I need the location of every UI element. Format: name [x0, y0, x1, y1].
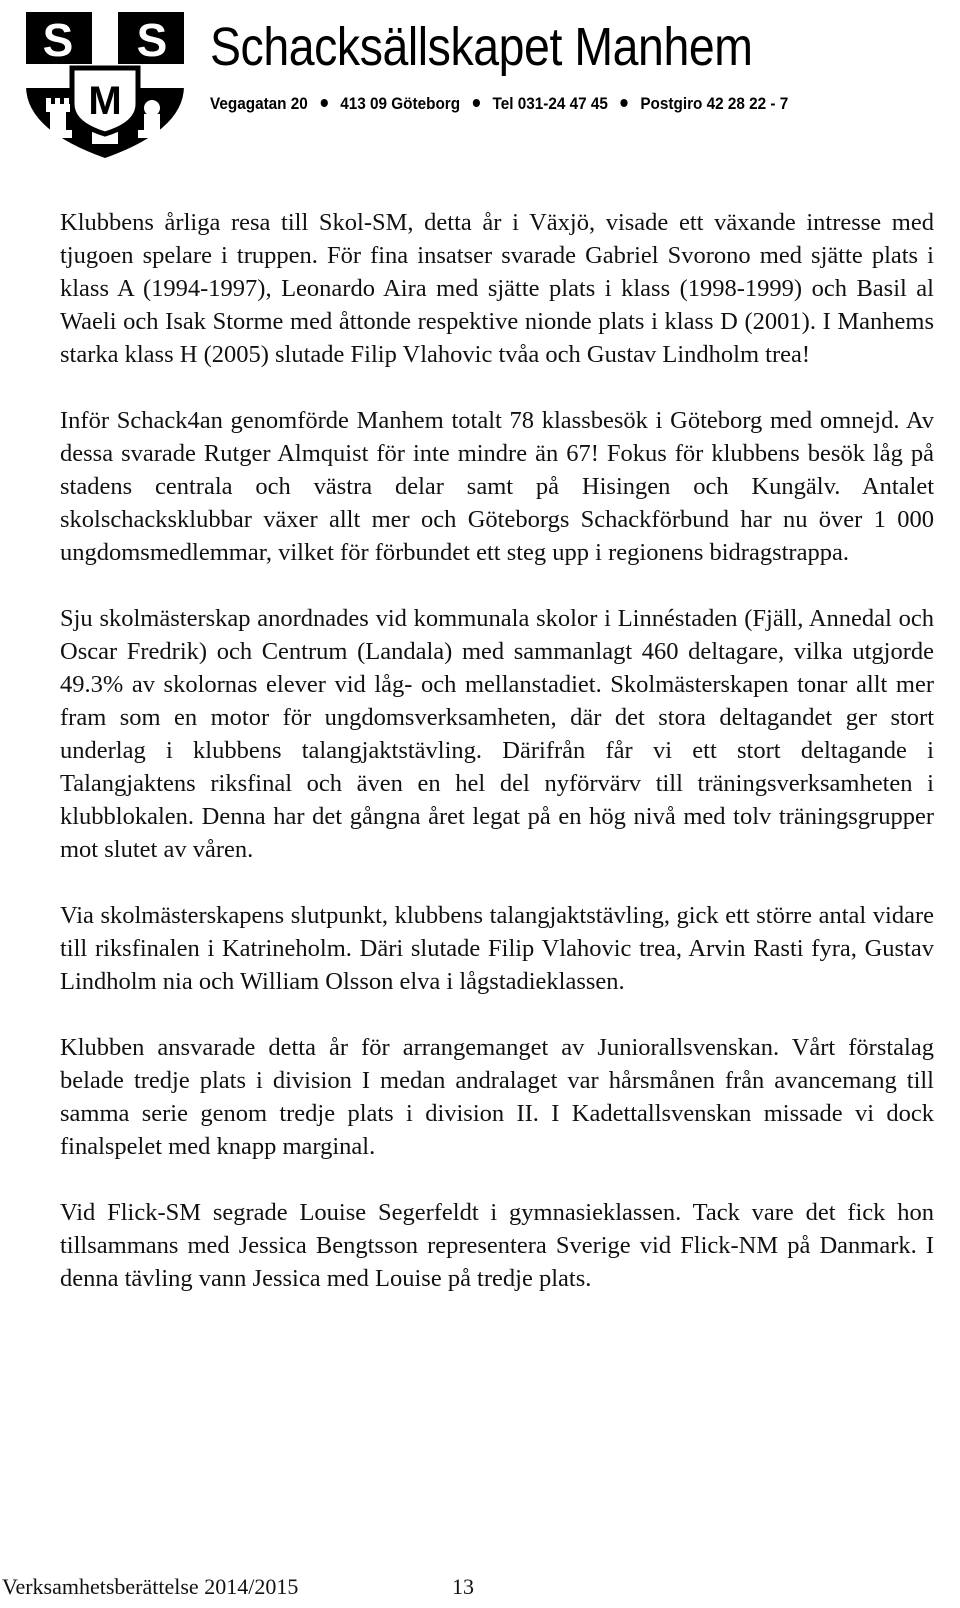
report-body	[60, 206, 934, 1328]
paragraph-skol-sm: Klubbens årliga resa till Skol-SM, detta år i Växjö, visade ett växande intresse med tjugoen spelare i truppen. För fina insatser svarade Gabriel Svorono med sjätte plats i klass A (1994-1997), Leonardo Aira med sjätte plats i klass (1998-1999) och Basil al Waeli och Isak Storme med åttonde respektive nionde plats i klass D (2001). I Manhems starka klass H (2005) slutade Filip Vlahovic tvåa och Gustav Lindholm trea!	[60, 209, 934, 368]
paragraph-talangjakt: Via skolmästerskapens slutpunkt, klubbens talangjaktstävling, gick ett större antal vidare till riksfinalen i Katrineholm. Däri slutade Filip Vlahovic trea, Arvin Rasti fyra, Gustav Lindholm nia och William Olsson elva i lågstadieklassen.	[60, 902, 934, 995]
phone-number: Tel 031-24 47 45	[492, 94, 608, 113]
postgiro-number: Postgiro 42 28 22 - 7	[640, 94, 789, 113]
footer-title: Verksamhetsberättelse 2014/2015	[2, 1574, 299, 1599]
contact-line	[210, 94, 788, 114]
chess-club-crest-icon	[20, 8, 190, 160]
paragraph-flick-sm: Vid Flick-SM segrade Louise Segerfeldt i gymnasieklassen. Tack vare det fick hon tillsammans med Jessica Bengtsson representera Sverige vid Flick-NM på Danmark. I denna tävling vann Jessica med Louise på tredje plats.	[60, 1199, 934, 1292]
bullet-dot-icon	[320, 99, 327, 107]
crest-letter-right: S	[136, 14, 168, 66]
paragraph-skolmasterskap: Sju skolmästerskap anordnades vid kommunala skolor i Linnéstaden (Fjäll, Annedal och Oscar Fredrik) och Centrum (Landala) med sammanlagt 460 deltagare, vilka utgjorde 49.3% av skolornas elever vid låg- och mellanstadiet. Skolmästerskapen tonar allt mer fram som en motor för ungdomsverksamheten, där det stora deltagandet ger stort underlag i klubbens talangjaktstävling. Därifrån får vi ett stort deltagande i Talangjaktens riksfinal och även en hel del nyförvärv till träningsverksamheten i klubblokalen. Denna har det gångna året legat på en hög nivå med tolv träningsgrupper mot slutet av våren.	[60, 605, 934, 863]
page-number: 13	[452, 1574, 474, 1599]
letterhead	[20, 8, 940, 168]
bullet-dot-icon	[473, 99, 480, 107]
address: Vegagatan 20	[210, 94, 308, 113]
bullet-dot-icon	[621, 99, 628, 107]
postal-address: 413 09 Göteborg	[340, 94, 461, 113]
crest-letter-center: M	[88, 79, 122, 123]
paragraph-schack4an: Inför Schack4an genomförde Manhem totalt 78 klassbesök i Göteborg med omnejd. Av dessa svarade Rutger Almquist för inte mindre än 67! Fokus för klubbens besök låg på stadens centrala och västra delar samt på Hisingen och Kungälv. Antalet skolschacksklubbar växer allt mer och Göteborgs Schackförbund har nu över 1 000 ungdomsmedlemmar, vilket för förbundet ett steg upp i regionens bidragstrappa.	[60, 407, 934, 566]
organization-name: Schacksällskapet Manhem	[210, 17, 753, 77]
paragraph-juniorallsvenskan: Klubben ansvarade detta år för arrangemanget av Juniorallsvenskan. Vårt förstalag belade tredje plats i division I medan andralaget var hårsmånen från avancemang till samma serie genom tredje plats i division II. I Kadettallsvenskan missade vi dock finalspelet med knapp marginal.	[60, 1034, 934, 1160]
crest-letter-left: S	[42, 14, 74, 66]
